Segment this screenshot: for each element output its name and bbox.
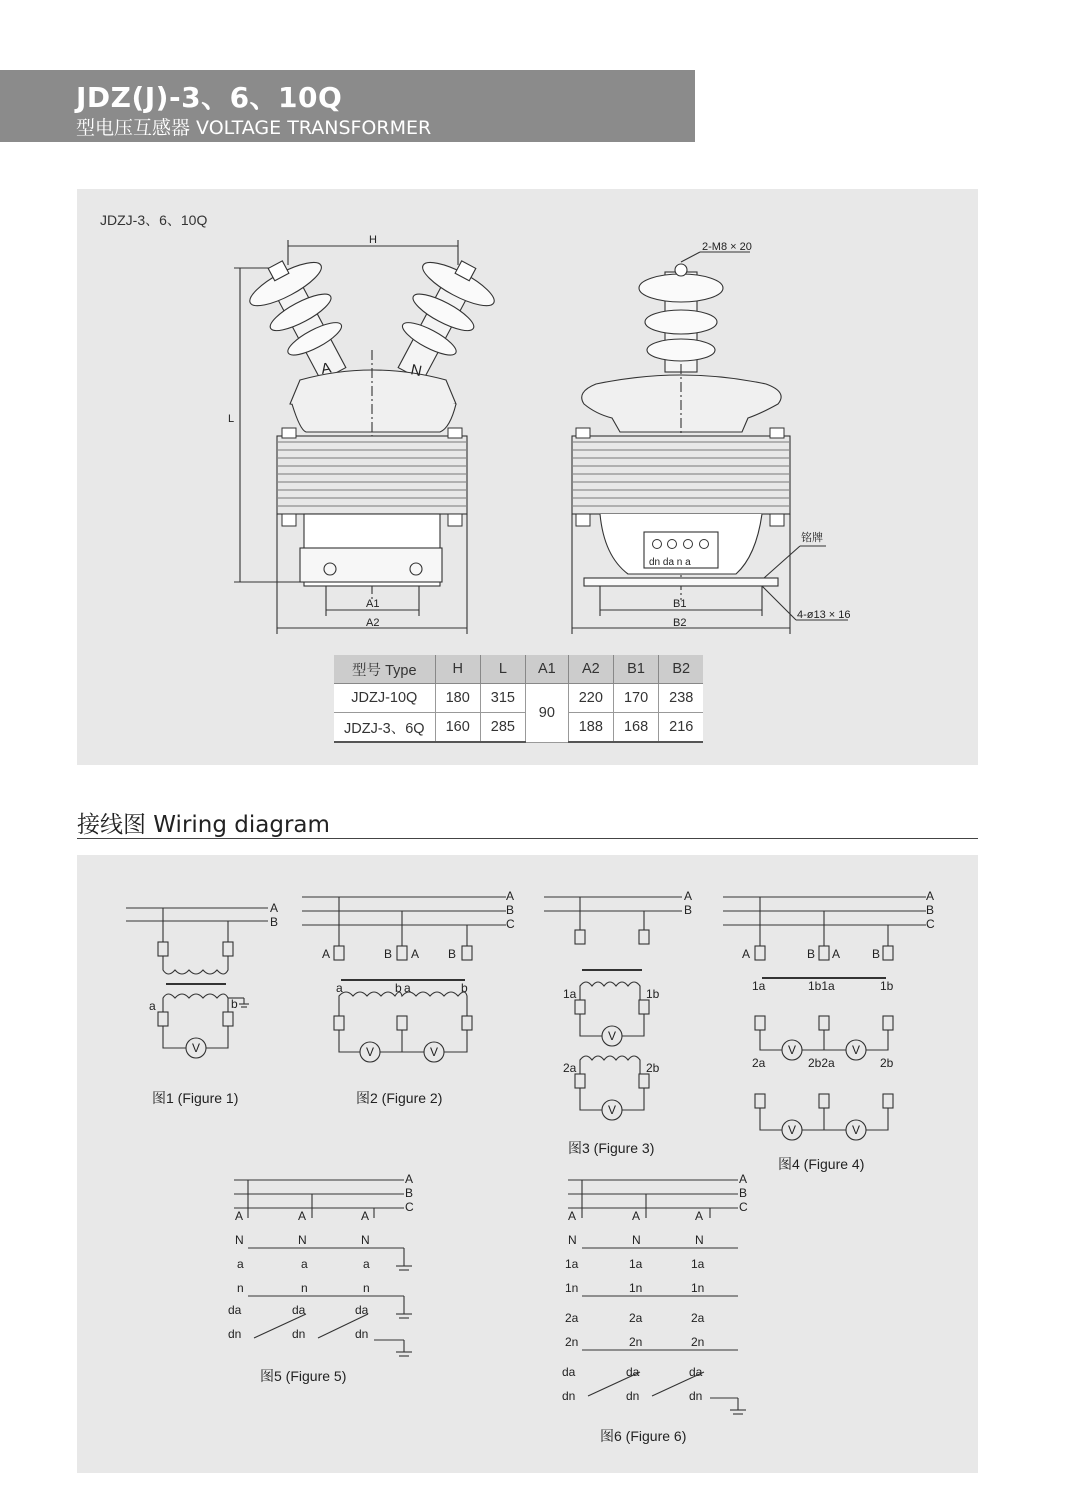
dim-b1-label: B1	[673, 598, 687, 610]
figure-2-caption: 图2 (Figure 2)	[356, 1090, 443, 1106]
cell-a2: 188	[568, 713, 613, 743]
drawing-title: JDZJ-3、6、10Q	[100, 212, 208, 228]
voltmeter-v: V	[851, 1123, 861, 1137]
sec-label-1b: 1b	[880, 979, 894, 993]
sec-label-2a: 2a	[563, 1061, 577, 1075]
sec-label-a: a	[149, 999, 156, 1013]
term-2a: 2a	[565, 1311, 579, 1325]
term-dn: dn	[292, 1327, 306, 1341]
term-a: a	[237, 1257, 244, 1271]
voltmeter-v: V	[429, 1045, 439, 1059]
figure-5-caption: 图5 (Figure 5)	[260, 1368, 347, 1384]
term-1n: 1n	[629, 1281, 643, 1295]
nameplate-label: 铭牌	[801, 532, 823, 544]
wiring-section-title: 接线图 Wiring diagram	[77, 812, 330, 838]
sec-label-2b2a: 2b2a	[808, 1056, 835, 1070]
voltmeter-v: V	[365, 1045, 375, 1059]
term-n: N	[695, 1233, 704, 1247]
sec-label-a: a	[404, 981, 411, 995]
terminal-labels: dn da n a	[649, 557, 691, 568]
pri-label-a: A	[832, 947, 841, 961]
voltmeter-v: V	[607, 1029, 617, 1043]
term-1n: 1n	[691, 1281, 705, 1295]
term-2a: 2a	[629, 1311, 643, 1325]
pri-label-b: B	[384, 947, 393, 961]
voltmeter-v: V	[851, 1043, 861, 1057]
cell-a1-merged: 90	[525, 684, 568, 743]
term-n: N	[298, 1233, 307, 1247]
bus-label-a: A	[926, 889, 935, 903]
voltmeter-v: V	[787, 1043, 797, 1057]
page-title: JDZ(J)-3、6、10Q	[76, 81, 343, 114]
pri-label-a: A	[411, 947, 420, 961]
term-dn: dn	[562, 1389, 576, 1403]
figure-1-caption: 图1 (Figure 1)	[152, 1090, 239, 1106]
term-n: N	[568, 1233, 577, 1247]
cell-b2: 216	[659, 713, 704, 743]
cell-type: JDZJ-10Q	[334, 684, 435, 713]
term-da: da	[562, 1365, 576, 1379]
sec-label-2b: 2b	[646, 1061, 660, 1075]
dim-b2-label: B2	[673, 617, 687, 629]
sec-label-2b: 2b	[880, 1056, 894, 1070]
term-n: n	[237, 1281, 244, 1295]
bus-label-c: C	[405, 1200, 414, 1214]
term-dn: dn	[228, 1327, 242, 1341]
term-1n: 1n	[565, 1281, 579, 1295]
col-type: 型号 Type	[334, 655, 435, 684]
bus-label-c: C	[506, 917, 515, 931]
sec-label-b: b	[395, 981, 402, 995]
term-a: A	[298, 1209, 307, 1223]
bus-label-a: A	[405, 1172, 414, 1186]
cell-l: 315	[480, 684, 525, 713]
terminal-n-label: N	[409, 361, 424, 381]
sec-label-b: b	[461, 981, 468, 995]
bus-label-a: A	[684, 889, 693, 903]
term-a: A	[361, 1209, 370, 1223]
page-subtitle: 型电压互感器 VOLTAGE TRANSFORMER	[76, 117, 432, 139]
sec-label-b: b	[231, 997, 238, 1011]
bus-label-b: B	[684, 903, 693, 917]
term-a: A	[695, 1209, 704, 1223]
cell-h: 160	[435, 713, 480, 743]
cell-l: 285	[480, 713, 525, 743]
term-dn: dn	[355, 1327, 369, 1341]
term-da: da	[292, 1303, 306, 1317]
voltmeter-v: V	[787, 1123, 797, 1137]
term-a: A	[568, 1209, 577, 1223]
bus-label-a: A	[270, 901, 279, 915]
pri-label-a: A	[322, 947, 331, 961]
bus-label-b: B	[926, 903, 935, 917]
figure-6-caption: 图6 (Figure 6)	[600, 1428, 687, 1444]
bus-label-b: B	[405, 1186, 414, 1200]
col-h: H	[435, 655, 480, 684]
term-1a: 1a	[565, 1257, 579, 1271]
voltmeter-v: V	[191, 1041, 201, 1055]
sec-label-1a: 1a	[752, 979, 766, 993]
term-n: N	[632, 1233, 641, 1247]
dim-h-label: H	[369, 234, 377, 246]
term-da: da	[228, 1303, 242, 1317]
dim-l-label: L	[228, 413, 235, 425]
term-da: da	[355, 1303, 369, 1317]
mounting-holes-label: 4-ø13 × 16	[797, 609, 851, 621]
term-a: A	[235, 1209, 244, 1223]
term-da: da	[626, 1365, 640, 1379]
bus-label-a: A	[739, 1172, 748, 1186]
term-n: n	[363, 1281, 370, 1295]
bus-label-c: C	[739, 1200, 748, 1214]
term-1a: 1a	[691, 1257, 705, 1271]
term-a: a	[301, 1257, 308, 1271]
term-dn: dn	[689, 1389, 703, 1403]
cell-a2: 220	[568, 684, 613, 713]
term-1a: 1a	[629, 1257, 643, 1271]
col-a2: A2	[568, 655, 613, 684]
bus-label-b: B	[739, 1186, 748, 1200]
term-2n: 2n	[565, 1335, 579, 1349]
term-n: N	[235, 1233, 244, 1247]
term-2n: 2n	[691, 1335, 705, 1349]
bus-label-b: B	[506, 903, 515, 917]
term-da: da	[689, 1365, 703, 1379]
cell-type: JDZJ-3、6Q	[334, 713, 435, 743]
term-n: N	[361, 1233, 370, 1247]
voltmeter-v: V	[607, 1103, 617, 1117]
dim-a2-label: A2	[366, 617, 380, 629]
pri-label-a: A	[742, 947, 751, 961]
dim-a1-label: A1	[366, 598, 380, 610]
cell-h: 180	[435, 684, 480, 713]
pri-label-b: B	[807, 947, 816, 961]
sec-label-1b1a: 1b1a	[808, 979, 835, 993]
cell-b1: 168	[613, 713, 658, 743]
bus-label-a: A	[506, 889, 515, 903]
col-a1: A1	[525, 655, 568, 684]
pri-label-b: B	[448, 947, 457, 961]
sec-label-a: a	[336, 981, 343, 995]
cell-b1: 170	[613, 684, 658, 713]
term-n: n	[301, 1281, 308, 1295]
terminal-a-label: A	[319, 359, 333, 378]
term-2n: 2n	[629, 1335, 643, 1349]
col-b1: B1	[613, 655, 658, 684]
term-a: a	[363, 1257, 370, 1271]
bus-label-b: B	[270, 915, 279, 929]
col-b2: B2	[659, 655, 704, 684]
sec-label-1a: 1a	[563, 987, 577, 1001]
term-dn: dn	[626, 1389, 640, 1403]
figure-3-caption: 图3 (Figure 3)	[568, 1140, 655, 1156]
col-l: L	[480, 655, 525, 684]
sec-label-2a: 2a	[752, 1056, 766, 1070]
cell-b2: 238	[659, 684, 704, 713]
bus-label-c: C	[926, 917, 935, 931]
pri-label-b: B	[872, 947, 881, 961]
term-2a: 2a	[691, 1311, 705, 1325]
figure-4-caption: 图4 (Figure 4)	[778, 1156, 865, 1172]
term-a: A	[632, 1209, 641, 1223]
bolt-spec-label: 2-M8 × 20	[702, 241, 752, 253]
sec-label-1b: 1b	[646, 987, 660, 1001]
